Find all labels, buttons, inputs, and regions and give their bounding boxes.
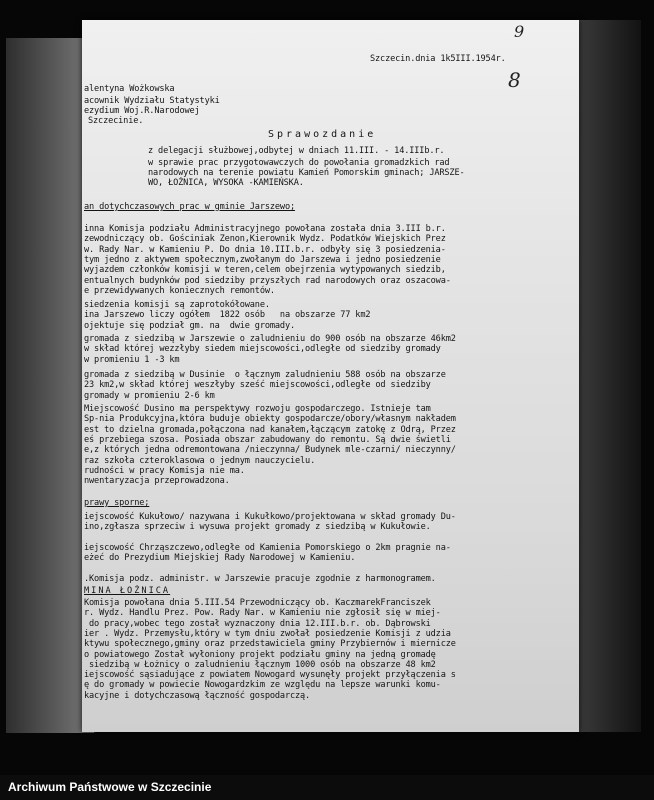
subtitle-line: z delegacji służbowej,odbytej w dniach 11.III. - 14.IIIb.r.	[148, 146, 445, 156]
text-line: w promieniu 1 -3 km	[84, 354, 180, 365]
text-line: kacyjne i dotychczasową łączność gospodarczą.	[84, 690, 311, 701]
text-line: e przewidywanych koniecznych remontów.	[84, 285, 275, 296]
text-line: w. Rady Nar. w Kamieniu P. Do dnia 10.III.b.r. odbyły się 3 posiedzenia-	[84, 244, 446, 255]
section-heading: prawy sporne;	[84, 498, 150, 508]
text-line: ktywu społecznego,gminy oraz przedstawiciela gminy Przybiernów i miernicze	[84, 639, 456, 650]
text-line: e,z których jedna odremontowana /nieczynna/ Budynek mle-czarni/ nieczynny/	[84, 445, 456, 456]
text-line: 23 km2,w skład której weszłyby sześć miejscowości,odległe od siedziby	[84, 380, 431, 391]
subtitle-line: narodowych na terenie powiatu Kamień Pomorskim gminach; JARSZE-	[148, 168, 465, 178]
text-line: rudności w pracy Komisja nie ma.	[84, 465, 245, 476]
archive-footer	[0, 775, 654, 800]
text-line: do pracy,wobec tego został wyznaczony dnia 12.III.b.r. ob. Dąbrowski	[84, 618, 431, 629]
text-line: Sp-nia Produkcyjna,która buduje obiekty gospodarcze/obory/własnym nakładem	[84, 414, 456, 425]
subtitle-line: WO, ŁOŻNICA, WYSOKA -KAMIEŃSKA.	[148, 178, 304, 188]
date-line: Szczecin.dnia 1k5III.1954r.	[370, 54, 506, 64]
text-line: Komisja powołana dnia 5.III.54 Przewodniczący ob. KaczmarekFranciszek	[84, 598, 431, 608]
text-line: est to dzielna gromada,połączona nad kanałem,łączącym zatokę z Odrą, Przez	[84, 424, 456, 435]
text-line: Miejscowość Dusino ma perspektywy rozwoju gospodarczego. Istnieje tam	[84, 404, 431, 414]
text-line: zewodniczący ob. Gościniak Zenon,Kierownik Wydz. Podatków Wiejskich Prez	[84, 234, 446, 245]
section-heading: an dotychczasowych prac w gminie Jarszewo;	[84, 202, 296, 212]
text-line: wyjazdem członków komisji w teren,celem obejrzenia wytypowanych siedzib,	[84, 265, 446, 276]
text-line: .Komisja podz. administr. w Jarszewie pracuje zgodnie z harmonogramem.	[84, 573, 436, 584]
addressee-line: Szczecinie.	[88, 116, 144, 126]
archive-name: Archiwum Państwowe w Szczecinie	[8, 780, 212, 794]
text-line: gromada z siedzibą w Dusinie o łącznym zaludnieniu 588 osób na obszarze	[84, 370, 446, 380]
text-line: eś przebiega szosa. Posiada obszar zabudowany do remontu. Są dwie świetli	[84, 434, 451, 445]
text-line: ina Jarszewo liczy ogółem 1822 osób na obszarze 77 km2	[84, 310, 371, 321]
text-line: o powiatowego Został wyłoniony projekt podziału gminy na jedną gromadę	[84, 649, 436, 660]
addressee-line: acownik Wydziału Statystyki	[84, 96, 220, 106]
addressee-line: ezydium Woj.R.Narodowej	[84, 106, 200, 116]
text-line: iejscowość Kukułowo/ nazywana i Kukułkowo/projektowana w skład gromady Du-	[84, 512, 456, 522]
text-line: iejscowość Chrząszczewo,odległe od Kamienia Pomorskiego o 2km pragnie na-	[84, 542, 451, 553]
text-line: ino,zgłasza sprzeciw i wysuwa projekt gromady z siedzibą w Kukułowie.	[84, 522, 431, 533]
handwritten-page-number: 9	[514, 22, 525, 41]
addressee-line: alentyna Wożkowska	[84, 84, 175, 94]
document-page	[82, 20, 579, 732]
text-line: siedzibą w Łożnicy o zaludnieniu łącznym 1000 osób na obszarze 48 km2	[84, 659, 436, 670]
text-line: ojektuje się podział gm. na dwie gromady.	[84, 320, 296, 331]
text-line: nwentaryzacja przeprowadzona.	[84, 476, 230, 487]
text-line: ier . Wydz. Przemysłu,który w tym dniu zwołał posiedzenie Komisji z udzia	[84, 628, 451, 639]
text-line: r. Wydz. Handlu Prez. Pow. Rady Nar. w Kamieniu nie zgłosił się w miej-	[84, 608, 441, 619]
text-line: iejscowość sąsiadujące z powiatem Nowogard wysunęły projekt przyłączenia s	[84, 670, 456, 681]
text-line: w skład której wezzłyby siedem miejscowości,odległe od siedziby gromady	[84, 344, 441, 355]
section-heading: MINA ŁOŻNICA	[84, 586, 171, 596]
subtitle-line: w sprawie prac przygotowawczych do powołania gromadzkich rad	[148, 158, 450, 168]
page-right-shadow	[579, 20, 641, 732]
document-title: Sprawozdanie	[268, 129, 377, 140]
text-line: gromada z siedzibą w Jarszewie o zaludnieniu do 900 osób na obszarze 46km2	[84, 334, 456, 344]
text-line: entualnych budynków pod siedziby przyszłych rad narodowych oraz oszacowa-	[84, 275, 451, 286]
text-line: eżeć do Prezydium Miejskiej Rady Narodowej w Kamieniu.	[84, 553, 356, 564]
text-line: inna Komisja podziału Administracyjnego powołana została dnia 3.III b.r.	[84, 224, 446, 234]
text-line: gromady w promieniu 2-6 km	[84, 390, 215, 401]
handwritten-folio-number: 8	[508, 68, 521, 92]
text-line: siedzenia komisji są zaprotokółowane.	[84, 300, 270, 310]
text-line: raz szkoła czteroklasowa o jednym nauczycielu.	[84, 455, 316, 466]
text-line: ę do gromady w powiecie Nowogardzkim ze względu na lepsze warunki komu-	[84, 680, 441, 691]
text-line: tym jedno z aktywem społecznym,zwołanym do Jarszewa i jedno posiedzenie	[84, 254, 441, 265]
